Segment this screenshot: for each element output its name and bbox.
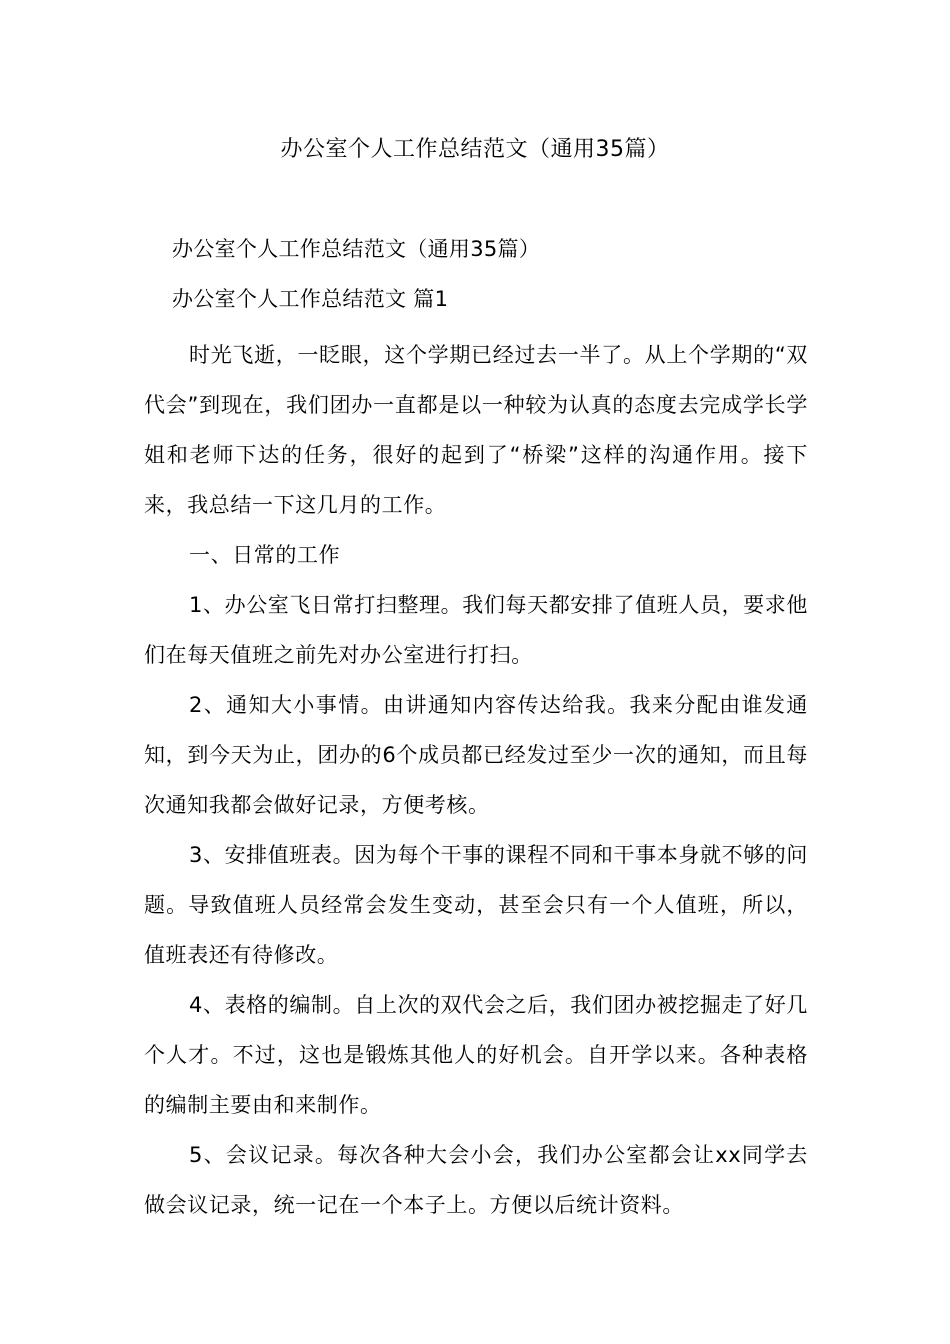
- paragraph-item-1: 1、办公室飞日常打扫整理。我们每天都安排了值班人员，要求他们在每天值班之前先对办公室进行打扫。: [144, 593, 808, 667]
- document-body: [144, 230, 808, 1230]
- document-subtitle: 办公室个人工作总结范文（通用35篇）: [172, 237, 541, 261]
- paragraph-heading-daily-work: 一、日常的工作: [189, 543, 341, 567]
- document-title: 办公室个人工作总结范文（通用35篇）: [280, 137, 670, 162]
- paragraph-intro: 时光飞逝，一眨眼，这个学期已经过去一半了。从上个学期的“双代会”到现在，我们团办一直都是以一种较为认真的态度去完成学长学姐和老师下达的任务，很好的起到了“桥梁”这样的沟通作用。接下来，我总结一下这几月的工作。: [144, 343, 808, 517]
- paragraph-item-2: 2、通知大小事情。由讲通知内容传达给我。我来分配由谁发通知，到今天为止，团办的6个成员都已经发过至少一次的通知，而且每次通知我都会做好记录，方便考核。: [144, 693, 808, 817]
- paragraph-item-3: 3、安排值班表。因为每个干事的课程不同和干事本身就不够的问题。导致值班人员经常会发生变动，甚至会只有一个人值班，所以，值班表还有待修改。: [144, 843, 808, 967]
- paragraph-item-4: 4、表格的编制。自上次的双代会之后，我们团办被挖掘走了好几个人才。不过，这也是锻炼其他人的好机会。自开学以来。各种表格的编制主要由和来制作。: [144, 993, 808, 1117]
- section-heading: 办公室个人工作总结范文 篇1: [172, 287, 449, 311]
- paragraph-item-5: 5、会议记录。每次各种大会小会，我们办公室都会让xx同学去做会议记录，统一记在一个本子上。方便以后统计资料。: [144, 1143, 808, 1217]
